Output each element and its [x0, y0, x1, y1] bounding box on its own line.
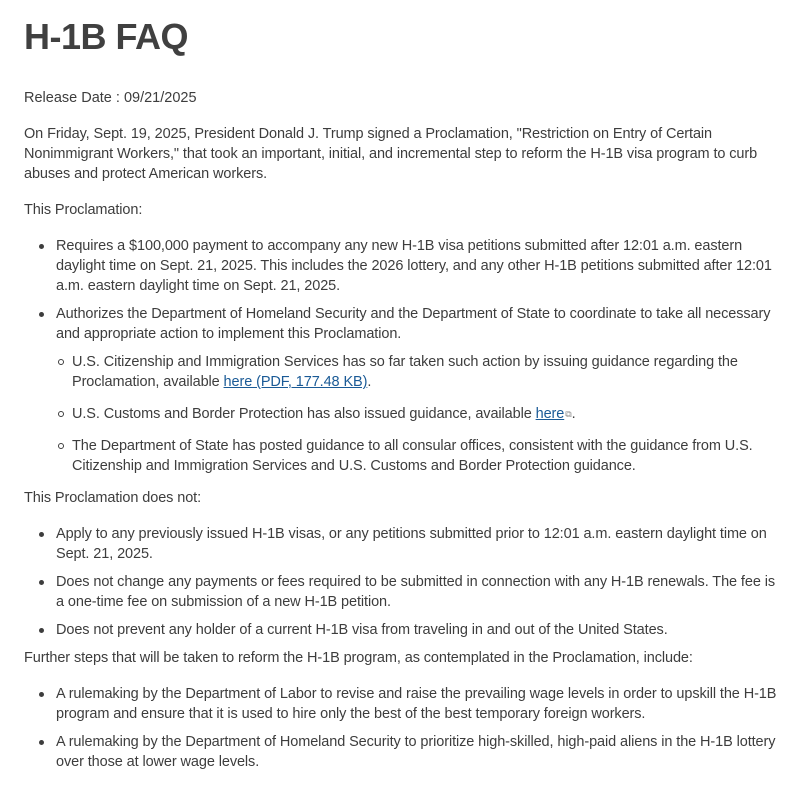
external-link-icon: ⧉ [565, 409, 572, 419]
section-further-steps-label: Further steps that will be taken to reform the H-1B program, as contemplated in the Proclamation, include: [24, 650, 693, 666]
intro-paragraph: On Friday, Sept. 19, 2025, President Donald J. Trump signed a Proclamation, "Restriction on Entry of Certain Nonimmigrant Workers," that took an important, initial, and incremental step to reform the H-1B visa program to curb abuses and protect American workers. [24, 126, 758, 182]
sublist-item-cbp: U.S. Customs and Border Protection has also issued guidance, available here⧉. [72, 404, 784, 424]
further-steps-list [24, 684, 784, 772]
section-does-not-label: This Proclamation does not: [24, 490, 202, 506]
list-item: Does not change any payments or fees required to be submitted in connection with any H-1B renewals. The fee is a one-time fee on submission of a new H-1B petition. [56, 572, 784, 612]
list-item: Apply to any previously issued H-1B visas, or any petitions submitted prior to 12:01 a.m. eastern daylight time on Sept. 21, 2025. [56, 524, 784, 564]
section-proclamation-label: This Proclamation: [24, 202, 143, 218]
uscis-guidance-pdf-link[interactable]: here (PDF, 177.48 KB) [223, 374, 368, 390]
sublist-item-state: The Department of State has posted guidance to all consular offices, consistent with the guidance from U.S. Citizenship and Immigration Services and U.S. Customs and Border Protection guidance. [72, 436, 784, 476]
list-item: A rulemaking by the Department of Homeland Security to prioritize high-skilled, high-paid aliens in the H-1B lottery over those at lower wage levels. [56, 732, 784, 772]
does-not-list [24, 524, 784, 640]
implementation-sublist [56, 352, 784, 476]
release-date: Release Date : 09/21/2025 [24, 90, 197, 106]
cbp-guidance-link[interactable]: here [535, 406, 565, 422]
sublist-item-uscis: U.S. Citizenship and Immigration Services has so far taken such action by issuing guidance regarding the Proclamation, available here (PDF, 177.48 KB). [72, 352, 784, 392]
list-item: Requires a $100,000 payment to accompany any new H-1B visa petitions submitted after 12:01 a.m. eastern daylight time on Sept. 21, 2025. This includes the 2026 lottery, and any other H-1B petitions submitted after 12:01 a.m. eastern daylight time on Sept. 21, 2025. [56, 236, 784, 296]
proclamation-list [24, 236, 784, 476]
page-title: H-1B FAQ [24, 16, 189, 57]
list-item: Does not prevent any holder of a current H-1B visa from traveling in and out of the United States. [56, 620, 784, 640]
list-item: Authorizes the Department of Homeland Security and the Department of State to coordinate to take all necessary and appropriate action to implement this Proclamation. U.S. Citizenship and Immigration Services has so far taken such action by issuing guidance regarding the Proclamation, available here (PDF, 177.48 KB). U.S. Customs and Border Protection has also issued guidance, available here⧉. The Department of State has posted guidance to all consular offices, consistent with the guidance from U.S. Citizenship and Immigration Services and U.S. Customs and Border Protection guidance. [56, 304, 784, 476]
list-item: A rulemaking by the Department of Labor to revise and raise the prevailing wage levels in order to upskill the H-1B program and ensure that it is used to hire only the best of the best temporary foreign workers. [56, 684, 784, 724]
